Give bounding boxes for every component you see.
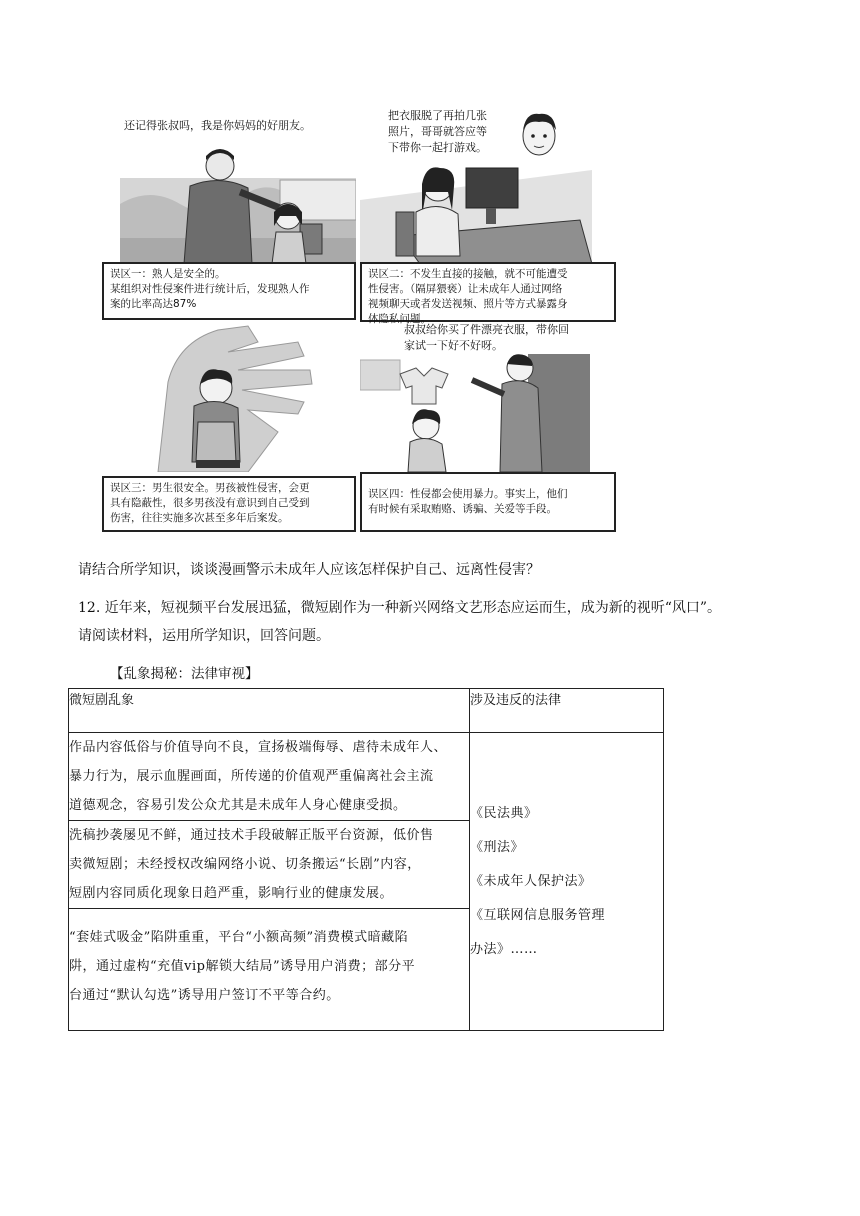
question-12-intro: 12. 近年来，短视频平台发展迅猛，微短剧作为一种新兴网络文艺形态应运而生，成为新的视听“风口”。 请阅读材料，运用所学知识，回答问题。 bbox=[78, 600, 722, 644]
caption-myth-1: 误区一：熟人是安全的。 某组织对性侵案件进行统计后，发现熟人作 案的比率高达87% bbox=[102, 262, 356, 320]
header-chaos: 微短剧乱象 bbox=[69, 689, 470, 733]
law-table bbox=[68, 688, 664, 1031]
laws-list: 《民法典》 《刑法》 《未成年人保护法》 《互联网信息服务管理 办法》…… bbox=[470, 733, 664, 1031]
row-1-content: 作品内容低俗与价值导向不良，宣扬极端侮辱、虐待未成年人、 暴力行为，展示血腥画面，所传递的价值观严重偏离社会主流 道德观念，容易引发公众尤其是未成年人身心健康受损。 bbox=[69, 733, 470, 821]
panel1-art bbox=[120, 146, 356, 264]
section-title: 【乱象揭秘：法律审视】 bbox=[110, 666, 259, 682]
question-11-prompt: 请结合所学知识，谈谈漫画警示未成年人应该怎样保护自己、远离性侵害？ bbox=[78, 562, 540, 578]
row-2-content: 洗稿抄袭屡见不鲜，通过技术手段破解正版平台资源，低价售 卖微短剧；未经授权改编网络小说、切条搬运“长剧”内容， 短剧内容同质化现象日趋严重，影响行业的健康发展。 bbox=[69, 821, 470, 909]
caption-myth-2: 误区二：不发生直接的接触，就不可能遭受 性侵害。（隔屏猥亵）让未成年人通过网络 视频聊天或者发送视频、照片等方式暴露身 体隐私问题。 bbox=[360, 262, 616, 322]
panel3-art bbox=[98, 322, 356, 472]
row-3-content: “套娃式吸金”陷阱重重，平台“小额高频”消费模式暗藏陷 阱，通过虚构“充值vip解锁大结局”诱导用户消费；部分平 台通过“默认勾选”诱导用户签订不平等合约。 bbox=[69, 909, 470, 1031]
panel4-art bbox=[360, 354, 590, 472]
panel1-speech: 还记得张叔吗，我是你妈妈的好朋友。 bbox=[124, 119, 311, 132]
panel2-art bbox=[360, 160, 592, 264]
table-header-row bbox=[69, 689, 664, 733]
panel2-speech: 把衣服脱了再拍几张 照片，哥哥就答应等 下带你一起打游戏。 bbox=[388, 109, 487, 154]
comic-illustration bbox=[98, 96, 618, 536]
panel4-speech: 叔叔给你买了件漂亮衣服，带你回 家试一下好不好呀。 bbox=[404, 323, 569, 352]
caption-myth-4: 误区四：性侵都会使用暴力。事实上，他们 有时候有采取贿赂、诱骗、关爱等手段。 bbox=[360, 472, 616, 532]
caption-myth-3: 误区三：男生很安全。男孩被性侵害，会更 具有隐蔽性，很多男孩没有意识到自己受到 伤害，往往实施多次甚至多年后案发。 bbox=[102, 476, 356, 532]
header-law: 涉及违反的法律 bbox=[470, 689, 664, 733]
table-row bbox=[69, 733, 664, 821]
boy-face-inset bbox=[516, 108, 562, 158]
